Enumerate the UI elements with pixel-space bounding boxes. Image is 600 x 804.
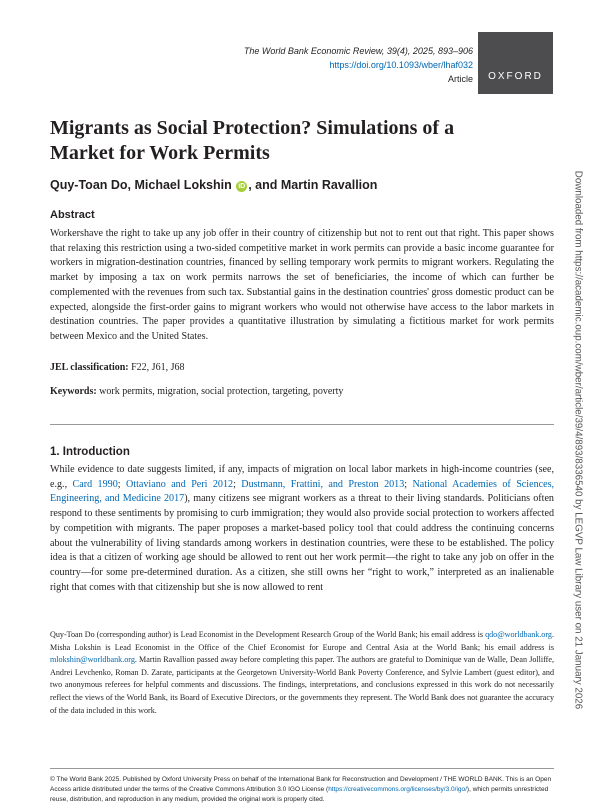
oxford-logo[interactable] <box>478 32 553 94</box>
copyright-text-2: ), which permits unrestricted reuse, distribution, and reproduction in any medium, provided the original work is properly cited. <box>50 785 549 803</box>
citation-dustmann-2013[interactable]: Dustmann, Frattini, and Preston 2013 <box>241 478 405 490</box>
keywords <box>50 386 343 397</box>
intro-sep-3: ; <box>404 478 413 490</box>
footnote-text-3: . Martin Ravallion passed away before completing this paper. The authors are grateful to Dominique van de Walle, Dean Jolliffe, Andrei Levchenko, Roman D. Zarate, participants at the Georgetown University-World Bank Poverty Conference, and Sylvie Lambert (guest editor), and two anonymous referees for helpful comments and discussions. The findings, interpretations, and conclusions expressed in this work do not necessarily reflect the views of the World Bank, its Board of Executive Directors, or the governments they represent. The World Bank does not guarantee the accuracy of the data included in this work. <box>50 655 554 715</box>
author-list <box>50 178 377 192</box>
intro-text-1: While evidence to date suggests limited, if any, impacts of migration on local labor markets in high-income countries (see, e.g., <box>50 464 554 490</box>
email-link-mlokshin[interactable]: mlokshin@worldbank.org <box>50 655 135 665</box>
abstract-heading: Abstract <box>50 209 95 221</box>
abstract-text <box>50 227 554 345</box>
author-names-2[interactable]: , and Martin Ravallion <box>248 178 378 192</box>
doi-link[interactable]: https://doi.org/10.1093/wber/lhaf032 <box>329 60 473 70</box>
intro-text-2: ), many citizens see migrant workers as a threat to their living standards. Politicians often respond to these sentiments by promising to curb immigration; they would also provide social protection to workers affected by competition with migrants. The paper proposes a market-based policy tool that could address the continuing concerns about the vulnerability of living standards among workers in destination countries, were these to be established. The policy idea is that a citizen of working age should be allowed to rent out her work permit—the right to take any job on offer in the country—for some pre-determined duration. As a citizen, she still owns her “right to work,” interpreted as an inalienable right that comes with that citizenship but she is now allowed to rent <box>50 493 554 593</box>
jel-codes: F22, J61, J68 <box>128 362 185 373</box>
intro-sep-2: ; <box>233 478 242 490</box>
journal-citation: The World Bank Economic Review, 39(4), 2025, 893–906 <box>243 46 473 56</box>
keywords-list: work permits, migration, social protection, targeting, poverty <box>96 386 344 397</box>
orcid-icon[interactable]: iD <box>238 183 246 190</box>
download-watermark-text: Downloaded from https://academic.oup.com/wber/article/39/4/893/8336540 by LEGVP Law Library user on 21 January 2026 <box>572 170 584 710</box>
jel-classification <box>50 362 184 373</box>
article-type: Article <box>447 74 473 84</box>
citation-card-1990[interactable]: Card 1990 <box>72 478 118 490</box>
oxford-logo-text: OXFORD <box>488 71 543 82</box>
author-names-1[interactable]: Quy-Toan Do, Michael Lokshin <box>50 178 232 192</box>
intro-sep-1: ; <box>117 478 126 490</box>
introduction-heading: 1. Introduction <box>50 446 130 458</box>
article-title: Migrants as Social Protection? Simulations of a Market for Work Permits <box>50 117 455 164</box>
citation-ottaviano-peri-2012[interactable]: Ottaviano and Peri 2012 <box>125 478 234 490</box>
author-footnote <box>50 629 554 717</box>
jel-label: JEL classification: <box>50 362 129 373</box>
section-divider <box>50 424 554 425</box>
citation-national-academies-2017[interactable]: National Academies of Sciences, Engineering, and Medicine 2017 <box>50 478 555 505</box>
footnote-text-1: Quy-Toan Do (corresponding author) is Lead Economist in the Development Research Group of the World Bank; his email address is <box>50 630 486 639</box>
footnote-text-2: . Misha Lokshin is Lead Economist in the Office of the Chief Economist for Europe and Central Asia at the World Bank; his email address is <box>50 630 554 652</box>
footnote-paragraph <box>50 629 554 717</box>
introduction-text <box>50 463 554 595</box>
email-link-qdo[interactable]: qdo@worldbank.org <box>485 630 552 639</box>
abstract-paragraph: Workershave the right to take up any job offer in their country of citizenship but not to rent out that right. This paper shows that relaxing this restriction using a two-sided competitive market in work permits can provide a basic income guarantee for workers in migration-destination countries, financed by selling temporary work permits to migrant workers. Regulating the market by imposing a tax on work permits narrows the set of beneficiaries, the income of which can further be complemented with the revenues from such tax. Substantial gains in the destination countries' gross domestic product can be expected, alongside the first-order gains to migrant workers who would not otherwise have access to the labor markets in destination countries. The paper provides a quantitative illustration by simulating a fictitious market for work permits between Mexico and the United States. <box>50 228 554 342</box>
footer-divider <box>50 768 554 769</box>
keywords-label: Keywords: <box>50 386 97 397</box>
introduction-paragraph <box>50 463 554 595</box>
copyright-text-1: © The World Bank 2025. Published by Oxford University Press on behalf of the International Bank for Reconstruction and Development / THE WORLD BANK. This is an Open Access article distributed under the terms of the Creative Commons Attribution 3.0 IGO License ( <box>50 776 552 793</box>
license-link[interactable]: https://creativecommons.org/licenses/by/3.0/igo/ <box>328 785 467 793</box>
